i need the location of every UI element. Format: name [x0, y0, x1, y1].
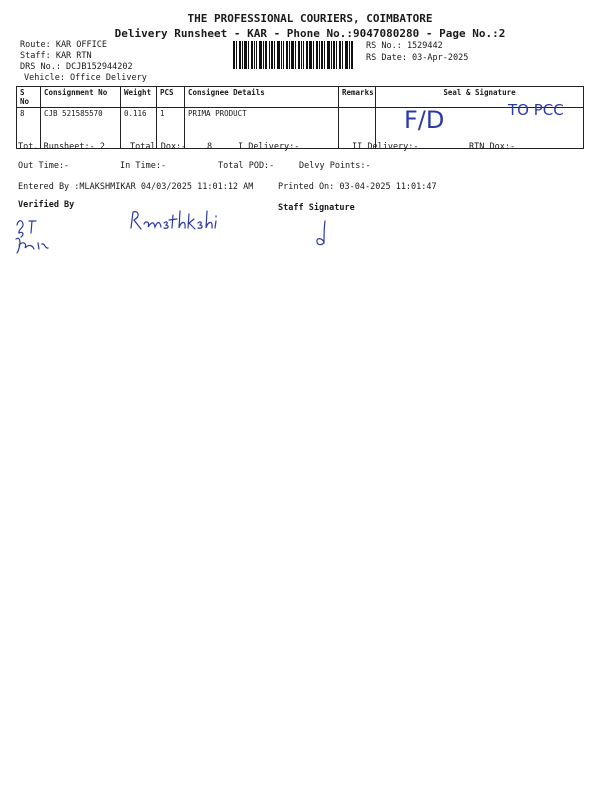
verified-by-label: Verified By: [18, 200, 75, 210]
verifier-signature: [12, 215, 60, 260]
staff-label: Staff: KAR RTN: [20, 51, 92, 61]
col-sno: S No: [17, 87, 41, 108]
col-remarks: Remarks: [339, 87, 376, 108]
vehicle-label: Vehicle: Office Delivery: [24, 73, 147, 83]
drs-number: DRS No.: DCJB152944202: [20, 62, 133, 72]
staff-signature-image: [128, 206, 220, 238]
col-consignee-details: Consignee Details: [185, 87, 339, 108]
cell-consignee-details: PRIMA PRODUCT: [185, 108, 339, 149]
company-title: THE PROFESSIONAL COURIERS, COIMBATORE: [187, 12, 433, 25]
cell-consignment-no: CJB 521585570: [41, 108, 121, 149]
out-time: Out Time:-: [18, 161, 70, 171]
total-dox-value: 8: [207, 142, 213, 152]
first-delivery: I Delivery:-: [238, 142, 300, 152]
tot-runsheet: Tot. Runsheet:- 2: [18, 142, 105, 152]
total-pod: Total POD:-: [218, 161, 275, 171]
cell-weight: 0.116: [121, 108, 157, 149]
rtn-dox: RTN Dox:-: [469, 142, 516, 152]
route-label: Route: KAR OFFICE: [20, 40, 107, 50]
handwritten-fd-note: F/D: [404, 106, 445, 134]
rs-number: RS No.: 1529442: [366, 41, 443, 51]
col-pcs: PCS: [157, 87, 185, 108]
runsheet-table: [16, 86, 584, 149]
staff-handwritten-mark: [312, 218, 334, 248]
in-time: In Time:-: [120, 161, 167, 171]
col-seal-signature: Seal & Signature: [376, 87, 584, 108]
printed-on: Printed On: 03-04-2025 11:01:47: [278, 182, 437, 192]
rs-date: RS Date: 03-Apr-2025: [366, 53, 469, 63]
delivery-points: Delvy Points:-: [299, 161, 371, 171]
col-consignment-no: Consignment No: [41, 87, 121, 108]
staff-signature-label: Staff Signature: [278, 203, 355, 213]
runsheet-title: Delivery Runsheet - KAR - Phone No.:9047080280 - Page No.:2: [114, 27, 506, 40]
handwritten-to-pcc-note: TO PCC: [508, 101, 564, 119]
col-weight: Weight: [121, 87, 157, 108]
total-dox-label: Total Dox:-: [130, 142, 187, 152]
cell-sno: 8: [17, 108, 41, 149]
second-delivery: II Delivery:-: [352, 142, 419, 152]
entered-by: Entered By :MLAKSHMIKAR 04/03/2025 11:01:12 AM: [18, 182, 254, 192]
barcode-image: [233, 41, 353, 69]
cell-pcs: 1: [157, 108, 185, 149]
table-header-row: [17, 87, 584, 108]
